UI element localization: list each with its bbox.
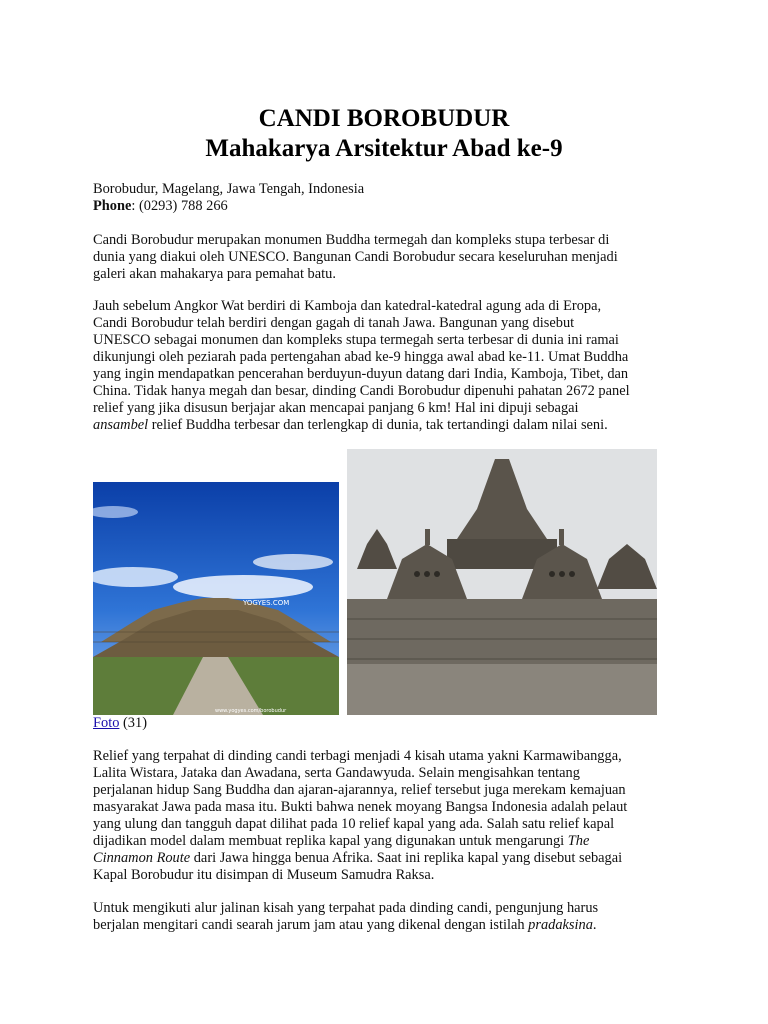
borobudur-stupas-photo[interactable] — [347, 449, 657, 715]
paragraph-line — [93, 833, 683, 850]
photo-gallery-link[interactable]: Foto — [93, 715, 120, 731]
paragraph-line-start: dijadikan model dalam membuat replika kapal yang digunakan untuk mengarungi — [93, 833, 568, 849]
paragraph-line: Candi Borobudur merupakan monumen Buddha termegah dan kompleks stupa terbesar di — [93, 232, 610, 248]
paragraph-line: Lalita Wistara, Jataka dan Awadana, serta Gandawyuda. Selain mengisahkan tentang — [93, 765, 580, 781]
caption-line — [93, 715, 683, 732]
paragraph-line: dunia yang diakui oleh UNESCO. Bangunan Candi Borobudur secara keseluruhan menjadi — [93, 249, 618, 265]
italic-term: Cinnamon Route — [93, 850, 191, 866]
paragraph-line-rest: relief Buddha terbesar dan terlengkap di dunia, tak tertandingi dalam nilai seni. — [148, 417, 608, 433]
paragraph-line: Relief yang terpahat di dinding candi terbagi menjadi 4 kisah utama yakni Karmawibangga, — [93, 748, 622, 764]
paragraph-line: Jauh sebelum Angkor Wat berdiri di Kamboja dan katedral-katedral agung ada di Eropa, — [93, 298, 602, 314]
paragraph-line: UNESCO sebagai monumen dan kompleks stupa termegah serta terbesar di dunia ini ramai — [93, 332, 619, 348]
paragraph-line: China. Tidak hanya megah dan besar, dinding Candi Borobudur dipenuhi pahatan 2672 panel — [93, 383, 630, 399]
italic-term: The — [567, 833, 590, 849]
borobudur-sky-photo[interactable] — [93, 482, 339, 715]
paragraph-line: Candi Borobudur telah berdiri dengan gagah di tanah Jawa. Bangunan yang disebut — [93, 315, 575, 331]
phone-line — [93, 198, 683, 215]
paragraph-line-start: berjalan mengitari candi searah jarum jam atau yang dikenal dengan istilah — [93, 917, 529, 933]
paragraph-line: relief yang jika disusun berjajar akan mencapai panjang 6 km! Hal ini dipuji sebagai — [93, 400, 579, 416]
paragraph-line: yang ulung dan tangguh dapat dilihat pada 10 relief kapal yang ada. Salah satu relief kapal — [93, 816, 615, 832]
paragraph-3 — [93, 748, 683, 884]
page-subtitle: Mahakarya Arsitektur Abad ke-9 — [205, 135, 563, 162]
paragraph-4 — [93, 900, 683, 934]
contact-block — [93, 181, 683, 215]
paragraph-line: Kapal Borobudur itu disimpan di Museum Samudra Raksa. — [93, 867, 435, 883]
paragraph-line: Untuk mengikuti alur jalinan kisah yang terpahat pada dinding candi, pengunjung harus — [93, 900, 599, 916]
paragraph-line: dikunjungi oleh peziarah pada pertengahan abad ke-9 hingga awal abad ke-11. Umat Buddha — [93, 349, 629, 365]
phone-value: : (0293) 788 266 — [131, 198, 228, 214]
paragraph-line: perjalanan hidup Sang Buddha dan ajaran-ajarannya, relief tersebut juga merekam kemajuan — [93, 782, 626, 798]
page-title: CANDI BOROBUDUR — [258, 105, 510, 132]
paragraph-line — [93, 850, 683, 867]
italic-term: pradaksina — [528, 917, 593, 933]
phone-label: Phone — [93, 198, 132, 214]
sentence-end: . — [592, 917, 597, 933]
paragraph-line — [93, 417, 683, 434]
paragraph-1 — [93, 232, 683, 283]
paragraph-line — [93, 917, 683, 934]
italic-term: ansambel — [93, 417, 149, 433]
watermark-text: YOGYES.COM — [243, 599, 290, 607]
paragraph-2 — [93, 298, 683, 434]
photo-caption — [93, 715, 683, 732]
paragraph-line-rest: dari Jawa hingga benua Afrika. Saat ini replika kapal yang disebut sebagai — [190, 850, 623, 866]
photo-count: (31) — [123, 715, 147, 731]
paragraph-line: galeri akan mahakarya para pemahat batu. — [93, 266, 336, 282]
paragraph-line: masyarakat Jawa pada masa itu. Bukti bahwa nenek moyang Bangsa Indonesia adalah pelaut — [93, 799, 628, 815]
photo-credit-text: www.yogyes.com/borobudur — [215, 708, 287, 714]
address-text: Borobudur, Magelang, Jawa Tengah, Indonesia — [93, 181, 365, 197]
paragraph-line: yang ingin mendapatkan pencerahan berduyun-duyun datang dari India, Kamboja, Tibet, dan — [93, 366, 629, 382]
